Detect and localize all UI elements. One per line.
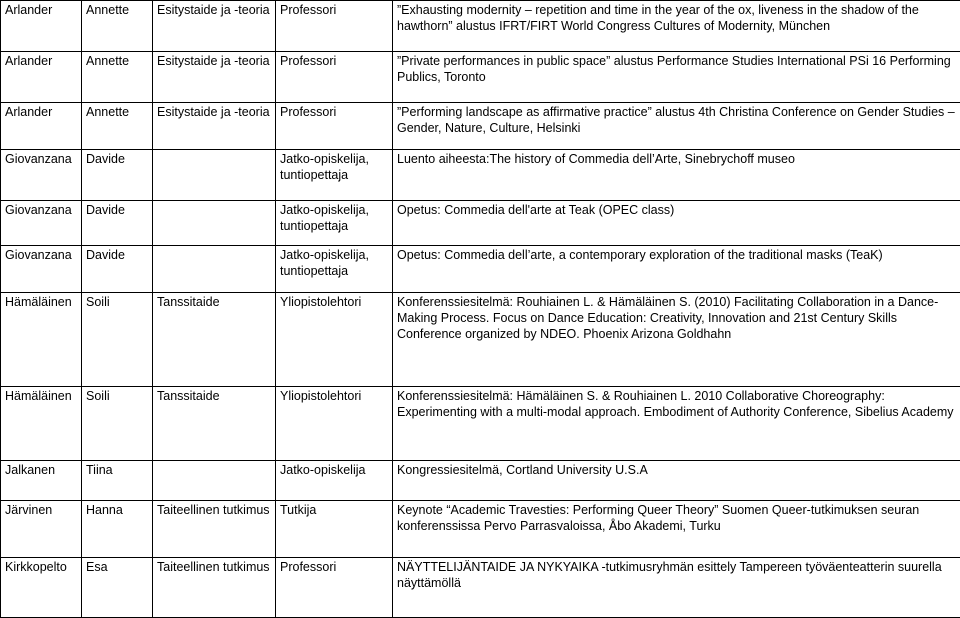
title-cell: Yliopistolehtori [276,293,393,387]
firstname-cell: Annette [82,103,153,150]
surname-cell: Arlander [1,103,82,150]
table-row [1,1,960,52]
table-row [1,103,960,150]
surname-cell: Järvinen [1,501,82,558]
activity-cell: Opetus: Commedia dell’arte, a contemporary exploration of the traditional masks (TeaK) [393,246,960,293]
surname-cell: Hämäläinen [1,387,82,461]
surname-cell: Hämäläinen [1,293,82,387]
table-row [1,501,960,558]
firstname-cell: Davide [82,201,153,246]
surname-cell: Giovanzana [1,246,82,293]
department-cell: Taiteellinen tutkimus [153,558,276,618]
department-cell: Taiteellinen tutkimus [153,501,276,558]
activity-cell: Luento aiheesta:The history of Commedia dell’Arte, Sinebrychoff museo [393,150,960,201]
activity-cell: NÄYTTELIJÄNTAIDE JA NYKYAIKA -tutkimusryhmän esittely Tampereen työväenteatterin suurella näyttämöllä [393,558,960,618]
department-cell [153,201,276,246]
activity-cell: ”Performing landscape as affirmative practice” alustus 4th Christina Conference on Gender Studies – Gender, Nature, Culture, Helsinki [393,103,960,150]
table-row [1,246,960,293]
table-row [1,387,960,461]
surname-cell: Giovanzana [1,150,82,201]
activity-cell: ”Private performances in public space” alustus Performance Studies International PSi 16 Performing Publics, Toronto [393,52,960,103]
surname-cell: Arlander [1,52,82,103]
activity-cell: Konferenssiesitelmä: Rouhiainen L. & Hämäläinen S. (2010) Facilitating Collaboration in a Dance-Making Process. Focus on Dance Education: Creativity, Innovation and 21st Century Skills Conference organized by NDEO. Phoenix Arizona Goldhahn [393,293,960,387]
firstname-cell: Esa [82,558,153,618]
firstname-cell: Annette [82,1,153,52]
firstname-cell: Soili [82,387,153,461]
firstname-cell: Annette [82,52,153,103]
title-cell: Professori [276,103,393,150]
table-row [1,461,960,501]
title-cell: Jatko-opiskelija, tuntiopettaja [276,201,393,246]
surname-cell: Giovanzana [1,201,82,246]
firstname-cell: Tiina [82,461,153,501]
table-row [1,201,960,246]
activity-cell: Konferenssiesitelmä: Hämäläinen S. & Rouhiainen L. 2010 Collaborative Choreography: Experimenting with a multi-modal approach. Embodiment of Authority Conference, Sibelius Academy [393,387,960,461]
surname-cell: Kirkkopelto [1,558,82,618]
activity-cell: Opetus: Commedia dell'arte at Teak (OPEC class) [393,201,960,246]
activity-cell: ”Exhausting modernity – repetition and time in the year of the ox, liveness in the shadow of the hawthorn” alustus IFRT/FIRT World Congress Cultures of Modernity, München [393,1,960,52]
title-cell: Professori [276,1,393,52]
table-row [1,293,960,387]
activity-cell: Kongressiesitelmä, Cortland University U.S.A [393,461,960,501]
activity-cell: Keynote “Academic Travesties: Performing Queer Theory” Suomen Queer-tutkimuksen seuran konferenssissa Pervo Parrasvaloissa, Åbo Akademi, Turku [393,501,960,558]
department-cell: Esitystaide ja -teoria [153,103,276,150]
firstname-cell: Hanna [82,501,153,558]
department-cell [153,246,276,293]
title-cell: Tutkija [276,501,393,558]
title-cell: Professori [276,52,393,103]
firstname-cell: Davide [82,246,153,293]
title-cell: Professori [276,558,393,618]
table-row [1,52,960,103]
department-cell [153,150,276,201]
surname-cell: Arlander [1,1,82,52]
firstname-cell: Soili [82,293,153,387]
table-row [1,150,960,201]
title-cell: Yliopistolehtori [276,387,393,461]
firstname-cell: Davide [82,150,153,201]
title-cell: Jatko-opiskelija, tuntiopettaja [276,150,393,201]
department-cell: Esitystaide ja -teoria [153,1,276,52]
surname-cell: Jalkanen [1,461,82,501]
table-row [1,558,960,618]
title-cell: Jatko-opiskelija, tuntiopettaja [276,246,393,293]
department-cell [153,461,276,501]
department-cell: Tanssitaide [153,293,276,387]
department-cell: Tanssitaide [153,387,276,461]
title-cell: Jatko-opiskelija [276,461,393,501]
department-cell: Esitystaide ja -teoria [153,52,276,103]
